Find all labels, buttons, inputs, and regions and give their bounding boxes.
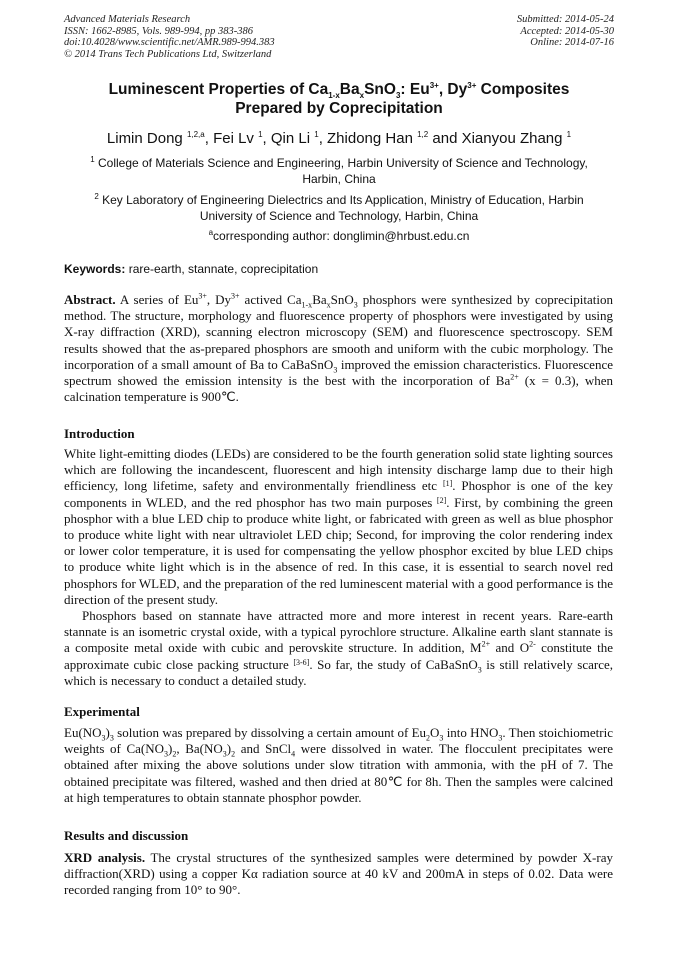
issn-line: ISSN: 1662-8985, Vols. 989-994, pp 383-386: [64, 25, 253, 37]
introduction-heading: Introduction: [64, 426, 135, 441]
accepted-date: Accepted: 2014-05-30: [520, 25, 614, 37]
author-list: Limin Dong $^{1,2,a}$, Fei Lv $^1$, Qin Li $^1$, Zhidong Han $^{1,2}$ and Xianyou Zhang $^1$: [106, 130, 572, 147]
journal-header: [64, 14, 275, 60]
affiliation-2: $^2$ Key Laboratory of Engineering Dielectrics and Its Application, Ministry of Education, Harbin University of Science and Technology, Harbin, China: [94, 192, 584, 223]
doi-line: doi:10.4028/www.scientific.net/AMR.989-994.383: [64, 37, 275, 48]
title-line-1: Luminescent Properties of $Ca_{1-x}Ba_xSnO_3$: $Eu^{3+}$, $Dy^{3+}$ Composites: [108, 80, 570, 101]
keywords: Keywords: rare-earth, stannate, coprecipitation: [64, 262, 319, 276]
experimental-body: $Eu(NO_3)_3$ solution was prepared by dissolving a certain amount of $Eu_2O_3$ into $HNO_3$. Then stoichiometric weights of $Ca(NO_3)_2$, $Ba(NO_3)_2$ and SnCl$_4$ were dissolved in water. The flocculent precipitates were obtained after mixing the above solutions under slow titration with ammonia, with the pH of 7. The obtained precipitate was filtered, washed and then dried at 80℃ for 8h. Then the samples were calcined at high temperatures to obtain stannate phosphor powder.: [64, 725, 613, 805]
intro-paragraph-2: Phosphors based on stannate have attracted more and more interest in recent years. Rare-earth stannate is an isometric crystal oxide, with a typical pyrochlore structure. Alkaline earth slant stannate is a composite metal oxide with cubic and perovskite structure. In addition, $M^{2+}$ and $O^{2-}$ constitute the approximate cubic close packing structure [3-6]. So far, the study of CaBaSnO$_3$ is still relatively scarce, which is necessary to conduct a detailed study.: [64, 608, 613, 688]
results-heading: Results and discussion: [64, 828, 189, 843]
affiliation-1: $^1$ College of Materials Science and Engineering, Harbin University of Science and Technology, Harbin, China: [90, 155, 588, 186]
copyright-line: © 2014 Trans Tech Publications Ltd, Switzerland: [64, 48, 272, 60]
submitted-date: Submitted: 2014-05-24: [516, 14, 614, 25]
abstract: Abstract. A series of $Eu^{3+}$, $Dy^{3+}$ actived $Ca_{1-x}Ba_xSnO_3$ phosphors were synthesized by coprecipitation method. The structure, morphology and fluorescence property of phosphors were investigated by using X-ray diffraction (XRD), scanning electron microscopy (SEM) and fluorescence spectroscopy. SEM results showed that the as-prepared phosphors are smooth and uniform with the cubic morphology. The incorporation of a small amount of Ba to CaBaSnO$_3$ improved the emission characteristics. Fluorescence spectrum showed the emission intensity is the best with the incorporation of $Ba^{2+}$ (x = 0.3), when calcination temperature is 900℃.: [64, 291, 614, 405]
journal-name: Advanced Materials Research: [64, 14, 191, 25]
online-date: Online: 2014-07-16: [530, 37, 614, 48]
title-line-2: Prepared by Coprecipitation: [235, 100, 443, 117]
abstract-label: Abstract.: [64, 292, 116, 307]
xrd-label: XRD analysis.: [64, 850, 146, 865]
introduction-body: [64, 446, 613, 689]
experimental-heading: Experimental: [64, 704, 140, 719]
results-body: XRD analysis. The crystal structures of the synthesized samples were determined by powder X-ray diffraction(XRD) using a copper Kα radiation source at 40 kV and 200mA in steps of 0.02. Data were recorded ranging from 10° to 90°.: [64, 850, 613, 898]
corresponding-author: $^a$corresponding author: donglimin@hrbust.edu.cn: [208, 228, 470, 243]
dates-header: [517, 14, 614, 49]
paper-title: [40, 80, 638, 118]
intro-paragraph-1: White light-emitting diodes (LEDs) are considered to be the fourth generation solid state lighting sources which are following the incandescent, fluorescent and high intensity discharge lamp due to their high efficiency, long lifetime, safety and environmentally friendliness etc [1]. Phosphor is one of the key components in WLED, and the red phosphor has two main purposes [2]. First, by combining the green phosphor with a blue LED chip to produce white light, or fabricated with green as well as blue phosphor to produce white light with near ultraviolet LED chip; Second, for improving the color rendering index or lower color temperature, it is used for compensating the yellow phosphor excited by blue LED chips to produce white light which is in the absence of red. In this case, it is essential to search novel red phosphors for WLED, and the preparation of the red luminescent material with a good performance is the direction of the present study.: [64, 446, 613, 607]
